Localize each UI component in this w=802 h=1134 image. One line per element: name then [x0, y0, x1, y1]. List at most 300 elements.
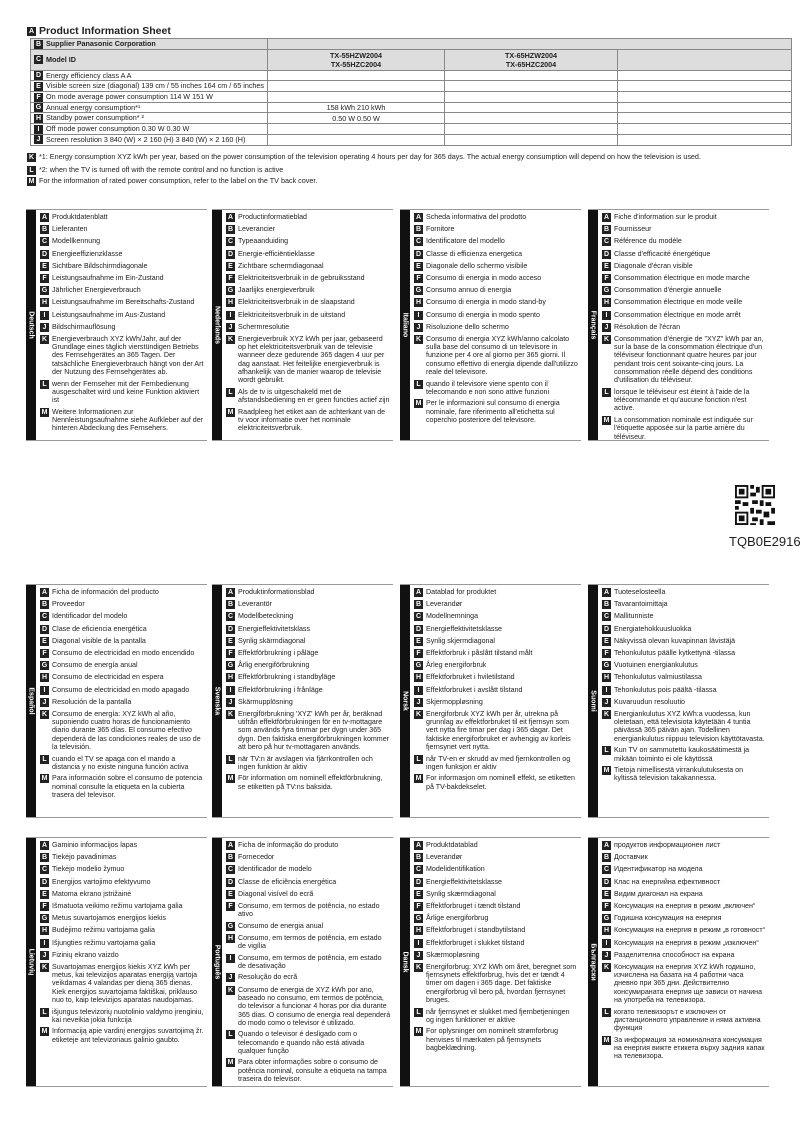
letter-badge: B — [35, 40, 42, 48]
letter-badge: H — [603, 674, 610, 682]
list-item — [602, 686, 767, 695]
letter-badge: F — [226, 649, 235, 658]
item-text: Sichtbare Bildschirmdiagonale — [52, 261, 148, 270]
item-text: Consumo annuo di energia — [426, 286, 512, 295]
row-label-cell — [31, 134, 268, 145]
item-text: Leistungsaufnahme im Bereitschafts-Zustand — [52, 298, 195, 307]
list-item — [226, 710, 391, 751]
language-panel — [212, 584, 393, 818]
item-text: Årlige energiforbrug — [426, 914, 489, 923]
item-text: išjungus televizorių nuotolinio valdymo įrenginiu, kai neveikia jokia funkcija — [52, 1007, 204, 1024]
item-text: Tavarantoimittaja — [614, 600, 668, 609]
letter-badge: H — [35, 115, 42, 123]
letter-badge: A — [227, 589, 234, 596]
list-item — [602, 878, 767, 887]
letter-badge: J — [414, 951, 423, 960]
item-text: Classe de eficiência energética — [238, 877, 337, 886]
list-item — [602, 588, 767, 597]
list-item — [226, 865, 391, 874]
item-list — [410, 838, 581, 1086]
letter-badge: K — [415, 335, 422, 343]
row-value-cell — [268, 81, 445, 92]
item-text: Effektforbruket i hviletilstand — [426, 673, 515, 682]
list-item — [602, 388, 767, 413]
empty-cell — [618, 134, 792, 145]
letter-badge: I — [40, 686, 49, 695]
item-text: Consumo, em termos de potência, em estado de vigília — [238, 933, 382, 951]
item-text: Identificatore del modello — [426, 237, 505, 246]
letter-badge: B — [227, 226, 234, 234]
item-text: Consumo, em termos de potência, no estado ativo — [238, 901, 380, 919]
item-text: Informaciją apie vardinį energijos suvartojimą žr. etiketėje ant televizoriaus galinio gaubto. — [52, 1027, 204, 1044]
letter-badge: A — [603, 589, 610, 596]
letter-badge: J — [602, 323, 611, 332]
letter-badge: C — [603, 238, 610, 246]
list-item — [602, 1008, 767, 1033]
item-text: Produktdatablad — [426, 841, 478, 849]
letter-badge: E — [34, 82, 43, 91]
list-item — [602, 963, 767, 1004]
item-text: Effektforbruget i standbytilstand — [426, 926, 526, 935]
list-item — [602, 311, 767, 320]
item-text: Консумация на енергия в режим „изключен“ — [614, 938, 759, 947]
letter-badge: G — [227, 287, 234, 295]
item-text: Energiforbrug: XYZ kWh om året, beregnet som fjernsynets effektforbrug, hvis det er tændt 4 timer om dagen i 365 dage. Det faktiske energiforbrug vil bero på, hvordan fjernsynet bruges. — [426, 962, 577, 1005]
list-item — [602, 710, 767, 743]
letter-badge: K — [227, 710, 234, 718]
item-text: Proveedor — [52, 600, 85, 609]
letter-badge: J — [226, 323, 235, 332]
letter-badge: E — [414, 262, 423, 271]
item-text: Para información sobre el consumo de potencia nominal consulte la etiqueta en la cubierta trasera del televisor. — [52, 774, 203, 799]
letter-badge: L — [414, 1008, 423, 1017]
item-text: Skjermoppløsning — [426, 697, 483, 706]
list-item — [414, 637, 579, 646]
letter-badge: L — [414, 380, 423, 389]
item-text: когато телевизорът е изключен от дистанционното управление и няма активна функция — [614, 1007, 761, 1033]
list-item — [40, 774, 205, 799]
language-tab — [400, 210, 410, 440]
item-text: wenn der Fernseher mit der Fernbedienung ausgeschaltet wird und keine Funktion aktiviert ist — [52, 379, 200, 405]
list-item — [602, 914, 767, 923]
list-item — [602, 262, 767, 271]
item-text: Als de tv is uitgeschakeld met de afstandsbediening en er geen functies actief zijn — [238, 387, 390, 405]
list-item — [414, 755, 579, 772]
list-item — [226, 323, 391, 332]
letter-badge: C — [603, 866, 610, 874]
row-label: Annual energy consumption*¹ — [46, 102, 141, 112]
letter-badge: K — [603, 335, 610, 343]
list-item — [414, 841, 579, 850]
list-item — [226, 1030, 391, 1055]
list-item — [602, 746, 767, 763]
letter-badge: E — [602, 637, 611, 646]
item-text: Gaminio informacijos lapas — [52, 841, 138, 849]
model-row — [31, 49, 792, 70]
list-item — [602, 625, 767, 634]
letter-badge: M — [415, 1028, 422, 1036]
letter-badge: J — [414, 323, 423, 332]
item-text: Para obter informações sobre o consumo de potência nominal, consulte a etiqueta na tampa traseira do televisor. — [238, 1058, 387, 1083]
list-item — [414, 853, 579, 862]
item-text: Per le informazioni sul consumo di energia nominale, fare riferimento all'etichetta sul coperchio posteriore del televisore. — [426, 399, 560, 424]
list-item — [414, 213, 579, 222]
row-value-cell — [268, 92, 445, 103]
item-text: Effektförbrukning i standbyläge — [238, 673, 336, 682]
language-label: Italiano — [401, 312, 409, 338]
list-item — [40, 890, 205, 899]
item-text: Consommation électrique en mode marche — [614, 273, 750, 282]
list-item — [226, 408, 391, 433]
letter-badge: J — [40, 698, 49, 707]
list-item — [414, 323, 579, 332]
item-text: Resolução do ecrã — [238, 973, 298, 982]
empty-cell — [618, 124, 792, 135]
item-text: Effektförbrukning i påläge — [238, 648, 319, 657]
list-item — [602, 600, 767, 609]
item-list — [598, 585, 769, 817]
language-label: Lietuvių — [27, 948, 35, 976]
empty-cell — [618, 102, 792, 113]
model-id: TX-55HZC2004 — [330, 59, 382, 69]
row-value-cell — [268, 124, 445, 135]
list-item — [40, 588, 205, 597]
item-list — [222, 585, 393, 817]
letter-badge: E — [602, 262, 611, 271]
list-item — [226, 625, 391, 634]
letter-badge: A — [603, 842, 610, 849]
empty-cell — [445, 113, 618, 124]
list-item — [226, 755, 391, 772]
letter-badge: E — [40, 890, 49, 899]
list-item — [40, 335, 205, 376]
letter-badge: I — [414, 686, 423, 695]
item-text: Energieffektivitetsklass — [238, 624, 311, 633]
language-label: Suomi — [589, 690, 597, 712]
item-text: Годишна консумация на енергия — [614, 914, 722, 923]
item-list — [36, 585, 207, 817]
language-panel — [588, 837, 769, 1087]
list-item — [602, 323, 767, 332]
item-text: Matoma ekrano įstrižainė — [52, 889, 132, 898]
list-item — [414, 311, 579, 320]
letter-badge: L — [226, 755, 235, 764]
list-item — [602, 637, 767, 646]
letter-badge: K — [41, 963, 48, 971]
list-item — [226, 388, 391, 405]
letter-badge: G — [603, 915, 610, 923]
letter-badge: H — [415, 299, 422, 307]
list-item — [226, 661, 391, 670]
letter-badge: G — [603, 287, 610, 295]
list-item — [40, 649, 205, 658]
item-text: Datablad for produktet — [426, 588, 497, 596]
letter-badge: H — [415, 927, 422, 935]
list-item — [414, 890, 579, 899]
list-item — [226, 986, 391, 1027]
item-text: Клас на енергийна ефективност — [614, 877, 721, 886]
list-item — [226, 274, 391, 283]
letter-badge: I — [226, 954, 235, 963]
model-id: TX-65HZC2004 — [505, 59, 557, 69]
letter-badge: F — [602, 274, 611, 283]
list-item — [40, 661, 205, 670]
list-item — [40, 926, 205, 935]
row-label-cell — [31, 92, 268, 103]
item-text: Tiekėjo modelio žymuo — [52, 865, 125, 874]
row-label: Off mode power consumption 0.30 W 0.30 W — [46, 124, 190, 134]
list-item — [414, 710, 579, 751]
letter-badge: A — [415, 842, 422, 849]
list-item — [40, 262, 205, 271]
list-item — [226, 954, 391, 971]
list-item — [40, 902, 205, 911]
list-item — [602, 865, 767, 874]
letter-badge: G — [35, 104, 42, 112]
letter-badge: M — [415, 400, 422, 408]
item-text: Tuoteselosteella — [614, 588, 666, 596]
letter-badge: M — [41, 775, 48, 783]
item-text: Consumo de electricidad en espera — [52, 673, 164, 682]
list-item — [602, 274, 767, 283]
letter-badge: E — [40, 637, 49, 646]
item-text: Energieverbrauch XYZ kWh/Jahr, auf der Grundlage eines täglich vierstündigen Betriebs des Fernsehgerätes an 365 Tagen. Der tatsächliche Energieverbrauch hängt von der Art der Nutzung des Fernsehgerätes ab. — [52, 334, 204, 377]
empty-cell — [618, 92, 792, 103]
list-item — [40, 698, 205, 707]
letter-badge: D — [227, 878, 234, 886]
item-text: Effektförbrukning i frånläge — [238, 685, 323, 694]
page-title — [27, 25, 171, 37]
list-item — [40, 755, 205, 772]
list-item — [414, 698, 579, 707]
letter-badge: M — [603, 416, 610, 424]
letter-badge: C — [227, 238, 234, 246]
list-item — [602, 853, 767, 862]
item-text: Risoluzione dello schermo — [426, 322, 509, 331]
item-text: Tehonkulutus valmiustilassa — [614, 673, 702, 682]
list-item — [40, 853, 205, 862]
list-item — [414, 1008, 579, 1025]
list-item — [602, 335, 767, 385]
item-text: La consommation nominale est indiquée sur l'étiquette apposée sur la partie arrière du téléviseur. — [614, 415, 753, 441]
letter-badge: M — [227, 1059, 234, 1067]
list-item — [414, 926, 579, 935]
item-text: Classe di efficienza energetica — [426, 249, 523, 258]
list-item — [40, 274, 205, 283]
list-item — [40, 914, 205, 923]
item-text: Консумация на енергия XYZ kWh годишно, изчислена на базата на 4 работни часа дневно при 365 дни. Действително консумираната енергия ще зависи от начина на употреба на телевизора. — [614, 962, 763, 1005]
table-row — [31, 92, 792, 103]
list-item — [226, 335, 391, 385]
letter-badge: D — [415, 625, 422, 633]
letter-badge: F — [226, 902, 235, 911]
item-text: når fjernsynet er slukket med fjernbetjeningen og ingen funktioner er aktive — [426, 1007, 570, 1024]
letter-badge: D — [603, 250, 610, 258]
table-row — [31, 113, 792, 124]
item-text: Energijos vartojimo efektyvumo — [52, 877, 151, 886]
item-text: Synlig skjermdiagonal — [426, 636, 496, 645]
list-item — [40, 939, 205, 948]
letter-badge: D — [603, 625, 610, 633]
item-text: Elektriciteitsverbruik in de gebruiksstand — [238, 273, 365, 282]
list-item — [40, 311, 205, 320]
list-item — [414, 380, 579, 397]
list-item — [602, 612, 767, 621]
item-text: Modellnemninga — [426, 612, 479, 621]
supplier-row — [31, 39, 792, 50]
letter-badge: E — [226, 262, 235, 271]
list-item — [602, 1036, 767, 1061]
letter-badge: F — [34, 93, 43, 102]
list-item — [226, 311, 391, 320]
list-item — [226, 213, 391, 222]
letter-badge: C — [227, 866, 234, 874]
letter-badge: A — [41, 842, 48, 849]
list-item — [226, 973, 391, 982]
item-text: Leistungsaufnahme im Aus-Zustand — [52, 310, 166, 319]
letter-badge: B — [603, 601, 610, 609]
letter-badge: B — [415, 601, 422, 609]
item-text: Elektriciteitsverbruik in de uitstand — [238, 310, 346, 319]
letter-badge: F — [414, 649, 423, 658]
list-item — [226, 922, 391, 931]
list-item — [414, 914, 579, 923]
item-text: Consumo de energia anual — [238, 921, 324, 930]
letter-badge: E — [40, 262, 49, 271]
list-item — [414, 774, 579, 791]
letter-badge: L — [602, 746, 611, 755]
list-item — [226, 250, 391, 259]
item-list — [410, 210, 581, 440]
item-text: Typeaanduiding — [238, 237, 289, 246]
item-text: Ficha de información del producto — [52, 588, 159, 596]
letter-badge: K — [41, 335, 48, 343]
row-label: On mode average power consumption 114 W 151 W — [46, 92, 213, 102]
letter-badge: D — [35, 72, 42, 80]
item-text: Productinformatieblad — [238, 213, 308, 221]
list-item — [226, 612, 391, 621]
item-text: Consumo, em termos de potência, em estado de desativação — [238, 953, 382, 970]
letter-badge: I — [414, 939, 423, 948]
letter-badge: F — [602, 649, 611, 658]
list-item — [226, 853, 391, 862]
list-item — [40, 878, 205, 887]
list-item — [40, 298, 205, 307]
row-label: Screen resolution 3 840 (W) × 2 160 (H) 3 840 (W) × 2 160 (H) — [46, 134, 246, 144]
product-info-table — [30, 38, 792, 146]
item-text: Консумация на енергия в режим „включен“ — [614, 901, 756, 910]
letter-badge: L — [602, 1008, 611, 1017]
letter-badge: M — [603, 1036, 610, 1044]
item-text: Consumo di energia in modo spento — [426, 310, 540, 319]
language-panel — [400, 209, 581, 441]
letter-badge: E — [414, 890, 423, 899]
letter-badge: J — [602, 698, 611, 707]
item-text: Schermresolutie — [238, 322, 290, 331]
list-item — [602, 841, 767, 850]
list-item — [40, 951, 205, 960]
table-row — [31, 134, 792, 145]
letter-badge: K — [28, 154, 35, 161]
letter-badge: L — [226, 388, 235, 397]
letter-badge: C — [227, 613, 234, 621]
list-item — [40, 612, 205, 621]
letter-badge: B — [415, 854, 422, 862]
item-text: Consumo de energía: XYZ kWh al año, suponiendo cuatro horas de funcionamiento diario durante 365 días. El consumo efectivo dependerá de las condiciones reales de uso de la televisión. — [52, 709, 201, 752]
item-text: Ficha de informação do produto — [238, 841, 339, 849]
model-id: TX-55HZW2004 — [330, 50, 382, 60]
language-tab — [588, 838, 598, 1086]
item-text: Effektforbruk i påslått tilstand målt — [426, 648, 533, 657]
list-item — [40, 250, 205, 259]
item-text: Produktinformationsblad — [238, 588, 315, 596]
row-label: Standby power consumption* ² — [46, 113, 144, 123]
qr-code — [735, 485, 775, 525]
item-text: For informasjon om nominell effekt, se etiketten på TV-bakdekselet. — [426, 774, 575, 791]
empty-cell — [618, 70, 792, 81]
list-item — [414, 335, 579, 376]
item-text: Scheda informativa del prodotto — [426, 213, 527, 221]
item-text: Energiankulutus XYZ kWh:a vuodessa, kun oletetaan, että televisiota käytetään 4 tuntia päivässä 365 päivän ajan. Todellinen energiankulutus riippuu television käyttötavasta. — [614, 709, 765, 743]
letter-badge: B — [227, 601, 234, 609]
letter-badge: E — [414, 637, 423, 646]
list-item — [226, 698, 391, 707]
letter-badge: B — [41, 226, 48, 234]
letter-badge: J — [40, 951, 49, 960]
letter-badge: G — [415, 662, 422, 670]
letter-badge: D — [41, 625, 48, 633]
item-text: Leverancier — [238, 225, 276, 234]
list-item — [40, 213, 205, 222]
empty-cell — [445, 134, 618, 145]
letter-badge: A — [415, 589, 422, 596]
item-text: Weitere Informationen zur Nennleistungsaufnahme siehe Aufkleber auf der hinteren Abdeckung des Fernsehers. — [52, 407, 204, 433]
row-label-cell — [31, 102, 268, 113]
item-text: Diagonal visible de la pantalla — [52, 636, 146, 645]
item-text: Skærmopløsning — [426, 950, 480, 959]
letter-badge: K — [41, 710, 48, 718]
table-row — [31, 70, 792, 81]
item-text: Suvartojamas energijos kiekis XYZ kWh per metus, kai televizijos aparatas energiją vartoja veikdamas 4 valandas per dieną 365 dienas. Kiek energijos suvartojama faktiškai, priklauso nuo to, kaip televizijos aparatas naudojamas. — [52, 962, 198, 1005]
supplier-label: Supplier Panasonic Corporation — [46, 39, 156, 49]
item-text: cuando el TV se apaga con el mando a distancia y no existe ninguna función activa — [52, 754, 189, 771]
letter-badge: C — [35, 56, 42, 64]
language-panel — [26, 837, 207, 1087]
item-text: Fornitore — [426, 225, 455, 234]
language-tab — [26, 838, 36, 1086]
item-text: Vuotuinen energiankulutus — [614, 661, 698, 670]
letter-badge: I — [226, 311, 235, 320]
letter-badge: L — [40, 380, 49, 389]
item-text: Consommation d'énergie annuelle — [614, 286, 722, 295]
list-item — [226, 237, 391, 246]
letter-badge: E — [226, 637, 235, 646]
list-item — [602, 237, 767, 246]
item-text: För information om nominell effektförbrukning, se etiketten på TV:ns baksida. — [238, 774, 383, 791]
list-item — [414, 939, 579, 948]
item-list — [410, 585, 581, 817]
language-tab — [212, 210, 222, 440]
list-item — [602, 649, 767, 658]
letter-badge: B — [227, 854, 234, 862]
item-text: Jährlicher Energieverbrauch — [52, 286, 141, 295]
letter-badge: A — [227, 214, 234, 221]
list-item — [226, 841, 391, 850]
item-text: Consommation d'énergie de "XYZ" kWh par an, sur la base de la consommation électrique d'un téléviseur fonctionnant quatre heures par jour pendant trois cent soixante-cinq jours. La consommation réelle dépend des conditions d'utilisation du téléviseur. — [614, 334, 764, 385]
letter-badge: H — [415, 674, 422, 682]
letter-badge: M — [227, 408, 234, 416]
list-item — [414, 625, 579, 634]
